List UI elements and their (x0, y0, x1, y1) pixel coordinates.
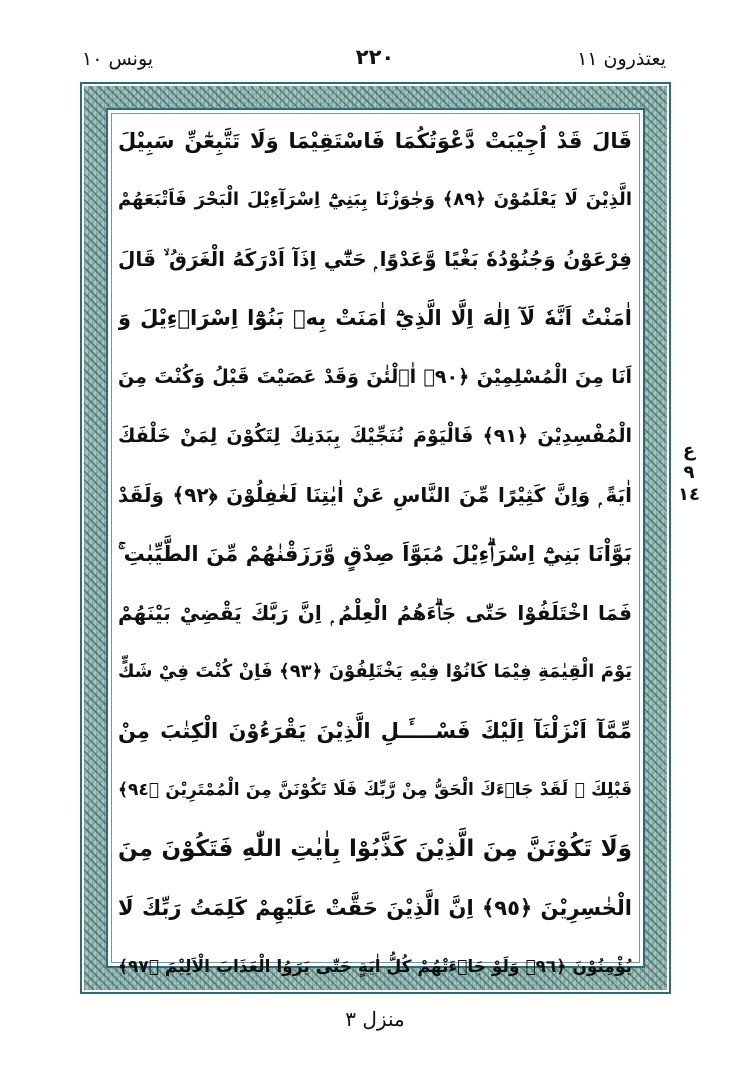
verse-line: الَّذِيْنَ لَا يَعْلَمُوْنَ ﴿٨٩﴾ وَجٰوَزْنَا بِبَنِيْٓ اِسْرَآءِيْلَ الْبَحْرَ فَاَتْبَعَهُمْ (118, 189, 632, 210)
verse-line: يُؤْمِنُوْنَ ﴿٩٦﴾ وَلَوْ جَاۗءَتْهُمْ كُلُّ اٰيَةٍ حَتّٰى يَرَوُا الْعَذَابَ الْاَلِيْمَ ﴿٩٧﴾ (118, 957, 632, 977)
verse-line: بَوَّاْنَا بَنِيْٓ اِسْرَاۗءِيْلَ مُبَوَّاَ صِدْقٍ وَّرَزَقْنٰھُمْ مِّنَ الطَّيِّبٰتِ ۚ (118, 542, 632, 566)
surah-title: يونس ١٠ (82, 48, 154, 70)
juz-title: يعتذرون ١١ (577, 48, 666, 70)
verse-line: اٰمَنْتُ اَنَّهٗ لَآ اِلٰهَ اِلَّا الَّذِيْٓ اٰمَنَتْ بِهٖ بَنُوْٓا اِسْرَاۗءِيْلَ وَ (118, 306, 632, 330)
ruku-margin-mark (676, 440, 702, 530)
verse-line: وَلَا تَكُوْنَنَّ مِنَ الَّذِيْنَ كَذَّبُوْا بِاٰيٰتِ اللّٰهِ فَتَكُوْنَ مِنَ (118, 836, 632, 862)
ruku-count: ١٤ (678, 484, 700, 505)
verse-line: اَنَا مِنَ الْمُسْلِمِيْنَ ﴿٩٠﴾ اٰۗلْئٰنَ وَقَدْ عَصَيْتَ قَبْلُ وَكُنْتَ مِنَ (118, 366, 632, 388)
verse-text (118, 112, 632, 977)
verse-line: يَوْمَ الْقِيٰمَةِ فِيْمَا كَانُوْا فِيْهِ يَخْتَلِفُوْنَ ﴿٩٣﴾ فَاِنْ كُنْتَ فِيْ شَكٍّ (118, 661, 632, 682)
manzil-footer: منزل ٣ (345, 1007, 405, 1031)
ruku-letter: ع (682, 440, 696, 461)
verse-line: مِّمَّآ اَنْزَلْنَآ اِلَيْكَ فَسْــــَٔـلِ الَّذِيْنَ يَقْرَءُوْنَ الْكِتٰبَ مِنْ (118, 719, 632, 743)
verse-line: فِرْعَوْنُ وَجُنُوْدُهٗ بَغْيًا وَّعَدْوًا ۭ حَتّٰٓي اِذَآ اَدْرَكَهُ الْغَرَقُ ۙ قَالَ (118, 247, 632, 271)
verse-line: فَمَا اخْتَلَفُوْا حَتّٰى جَاۗءَھُمُ الْعِلْمُ ۭ اِنَّ رَبَّكَ يَقْضِيْ بَيْنَھُمْ (118, 601, 632, 625)
verse-line: اٰيَةً ۭ وَاِنَّ كَثِيْرًا مِّنَ النَّاسِ عَنْ اٰيٰتِنَا لَغٰفِلُوْنَ ﴿٩٢﴾ وَلَقَدْ (118, 483, 632, 507)
verse-line: قَبْلِكَ ۚ لَقَدْ جَاۗءَكَ الْحَقُّ مِنْ رَّبِّكَ فَلَا تَكُوْنَنَّ مِنَ الْمُمْتَرِيْنَ ﴿٩٤﴾ (118, 780, 632, 800)
verse-line: قَالَ قَدْ اُجِيْبَتْ دَّعْوَتُكُمَا فَاسْتَقِيْمَا وَلَا تَتَّبِعٰٓنِّ سَبِيْلَ (118, 129, 632, 153)
page-number: ٢٢٠ (355, 45, 395, 69)
verse-line: الْمُفْسِدِيْنَ ﴿٩١﴾ فَالْيَوْمَ نُنَجِّيْكَ بِبَدَنِكَ لِتَكُوْنَ لِمَنْ خَلْفَكَ (118, 425, 632, 447)
verse-line: الْخٰسِرِيْنَ ﴿٩٥﴾ اِنَّ الَّذِيْنَ حَقَّتْ عَلَيْهِمْ كَلِمَتُ رَبِّكَ لَا (118, 896, 632, 920)
ruku-number: ٩ (683, 462, 695, 483)
